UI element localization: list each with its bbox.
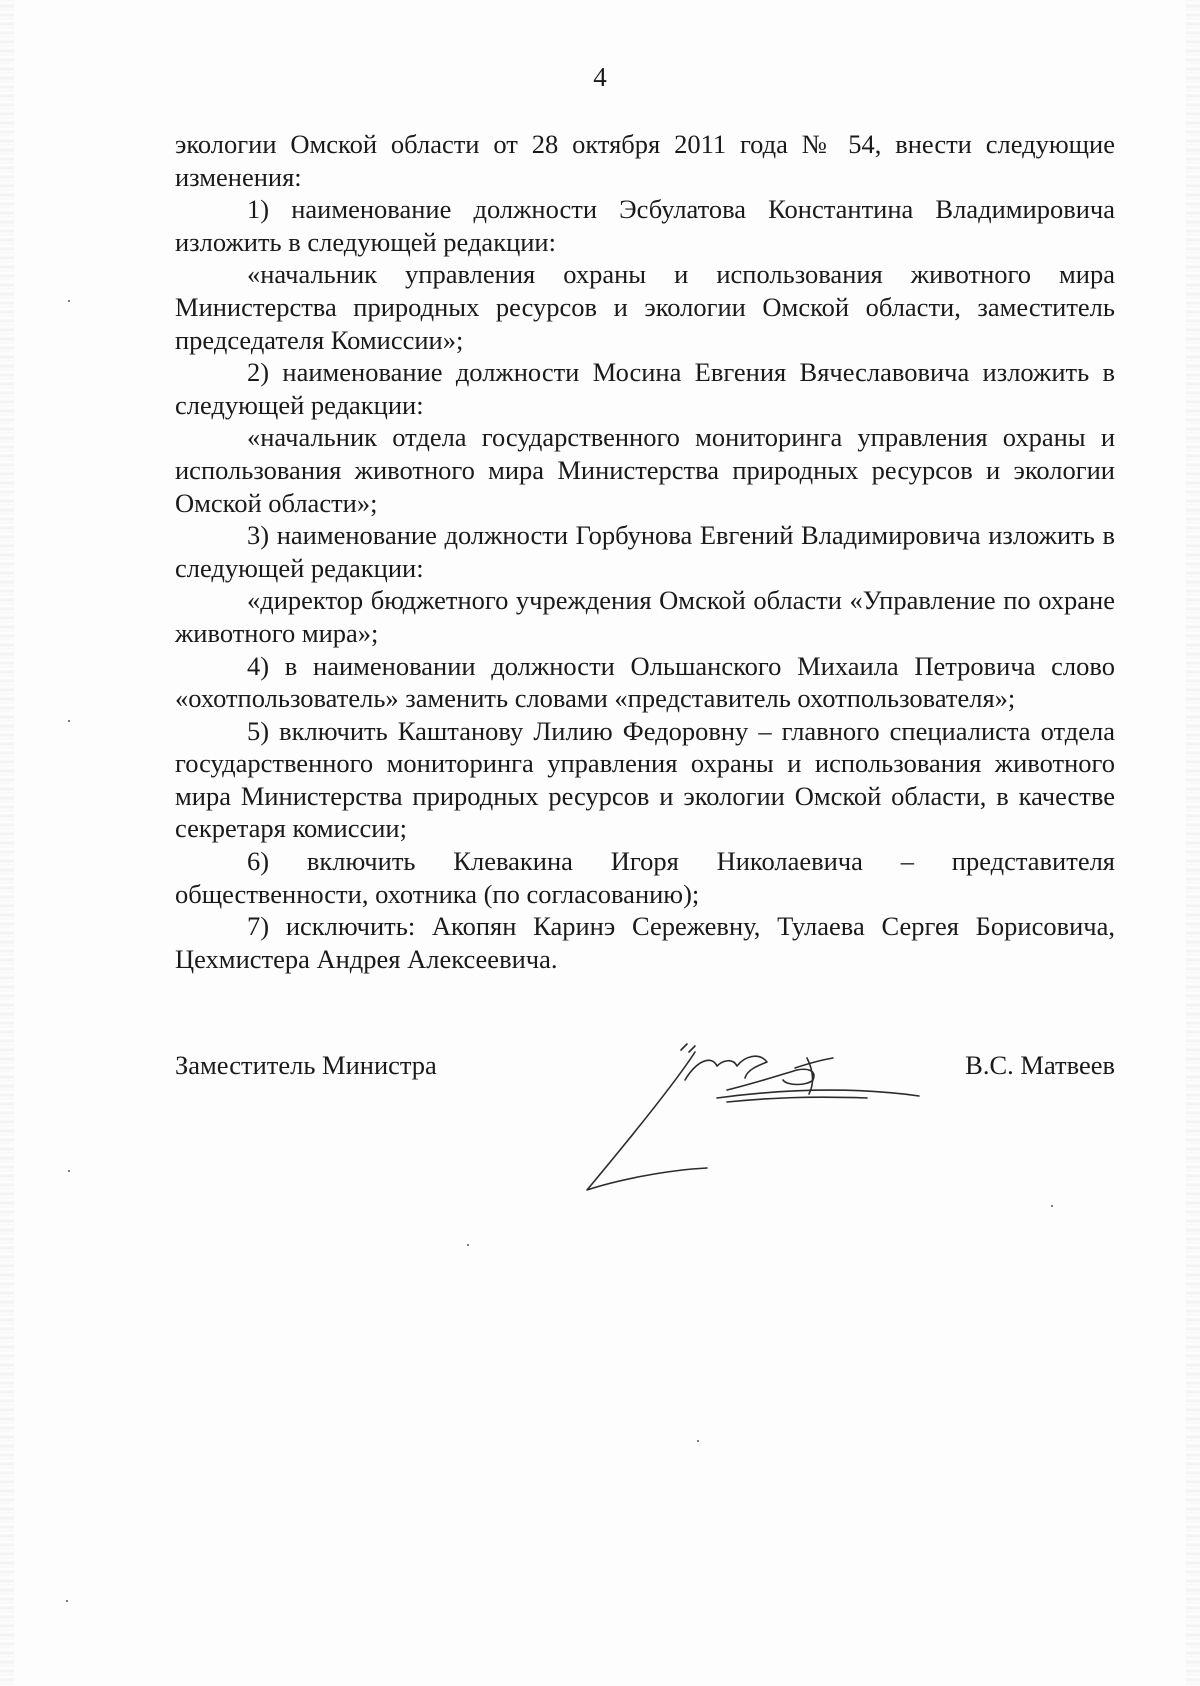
paragraph-quote-2: «начальник отдела государственного мониторинга управления охраны и использования животного мира Министерства природных ресурсов и экологии Омской области»;: [175, 422, 1115, 518]
paragraph-item-3: 3) наименование должности Горбунова Евгений Владимировича изложить в следующей редакции:: [175, 520, 1115, 583]
signatory-title: Заместитель Министра: [175, 1050, 437, 1080]
handwritten-signature: [577, 1040, 937, 1210]
scan-edge-left: [0, 0, 14, 1686]
paragraph-quote-1: «начальник управления охраны и использования животного мира Министерства природных ресурсов и экологии Омской области, заместитель председателя Комиссии»;: [175, 259, 1115, 355]
paragraph-quote-3: «директор бюджетного учреждения Омской области «Управление по охране животного мира»;: [175, 585, 1115, 648]
scan-speck: [467, 1244, 469, 1246]
paragraph-item-5: 5) включить Каштанову Лилию Федоровну – главного специалиста отдела государственного мониторинга управления охраны и использования животного мира Министерства природных ресурсов и экологии Омской области, в качестве секретаря комиссии;: [175, 715, 1115, 844]
signature-block: [175, 1050, 1115, 1210]
scan-speck: [66, 1600, 68, 1602]
document-body: [175, 128, 1115, 975]
scan-edge-right: [1186, 0, 1200, 1686]
paragraph-item-1: 1) наименование должности Эсбулатова Константина Владимировича изложить в следующей редакции:: [175, 194, 1115, 257]
scan-speck: [68, 1170, 70, 1172]
scan-speck: [68, 300, 70, 302]
page-number: 4: [593, 62, 607, 92]
scan-speck: [1051, 1205, 1053, 1207]
paragraph-intro: экологии Омской области от 28 октября 2011 года № 54, внести следующие изменения:: [175, 129, 1115, 192]
signatory-name: В.С. Матвеев: [965, 1050, 1115, 1080]
paragraph-item-2: 2) наименование должности Мосина Евгения Вячеславовича изложить в следующей редакции:: [175, 357, 1115, 420]
paragraph-item-6: 6) включить Клевакина Игоря Николаевича – представителя общественности, охотника (по согласованию);: [175, 846, 1115, 909]
paragraph-item-4: 4) в наименовании должности Ольшанского Михаила Петровича слово «охотпользователь» заменить словами «представитель охотпользователя»;: [175, 650, 1115, 714]
scan-speck: [697, 1440, 699, 1442]
paragraph-item-7: 7) исключить: Акопян Каринэ Сережевну, Тулаева Сергея Борисовича, Цехмистера Андрея Алексеевича.: [175, 911, 1115, 974]
scan-speck: [68, 720, 70, 722]
